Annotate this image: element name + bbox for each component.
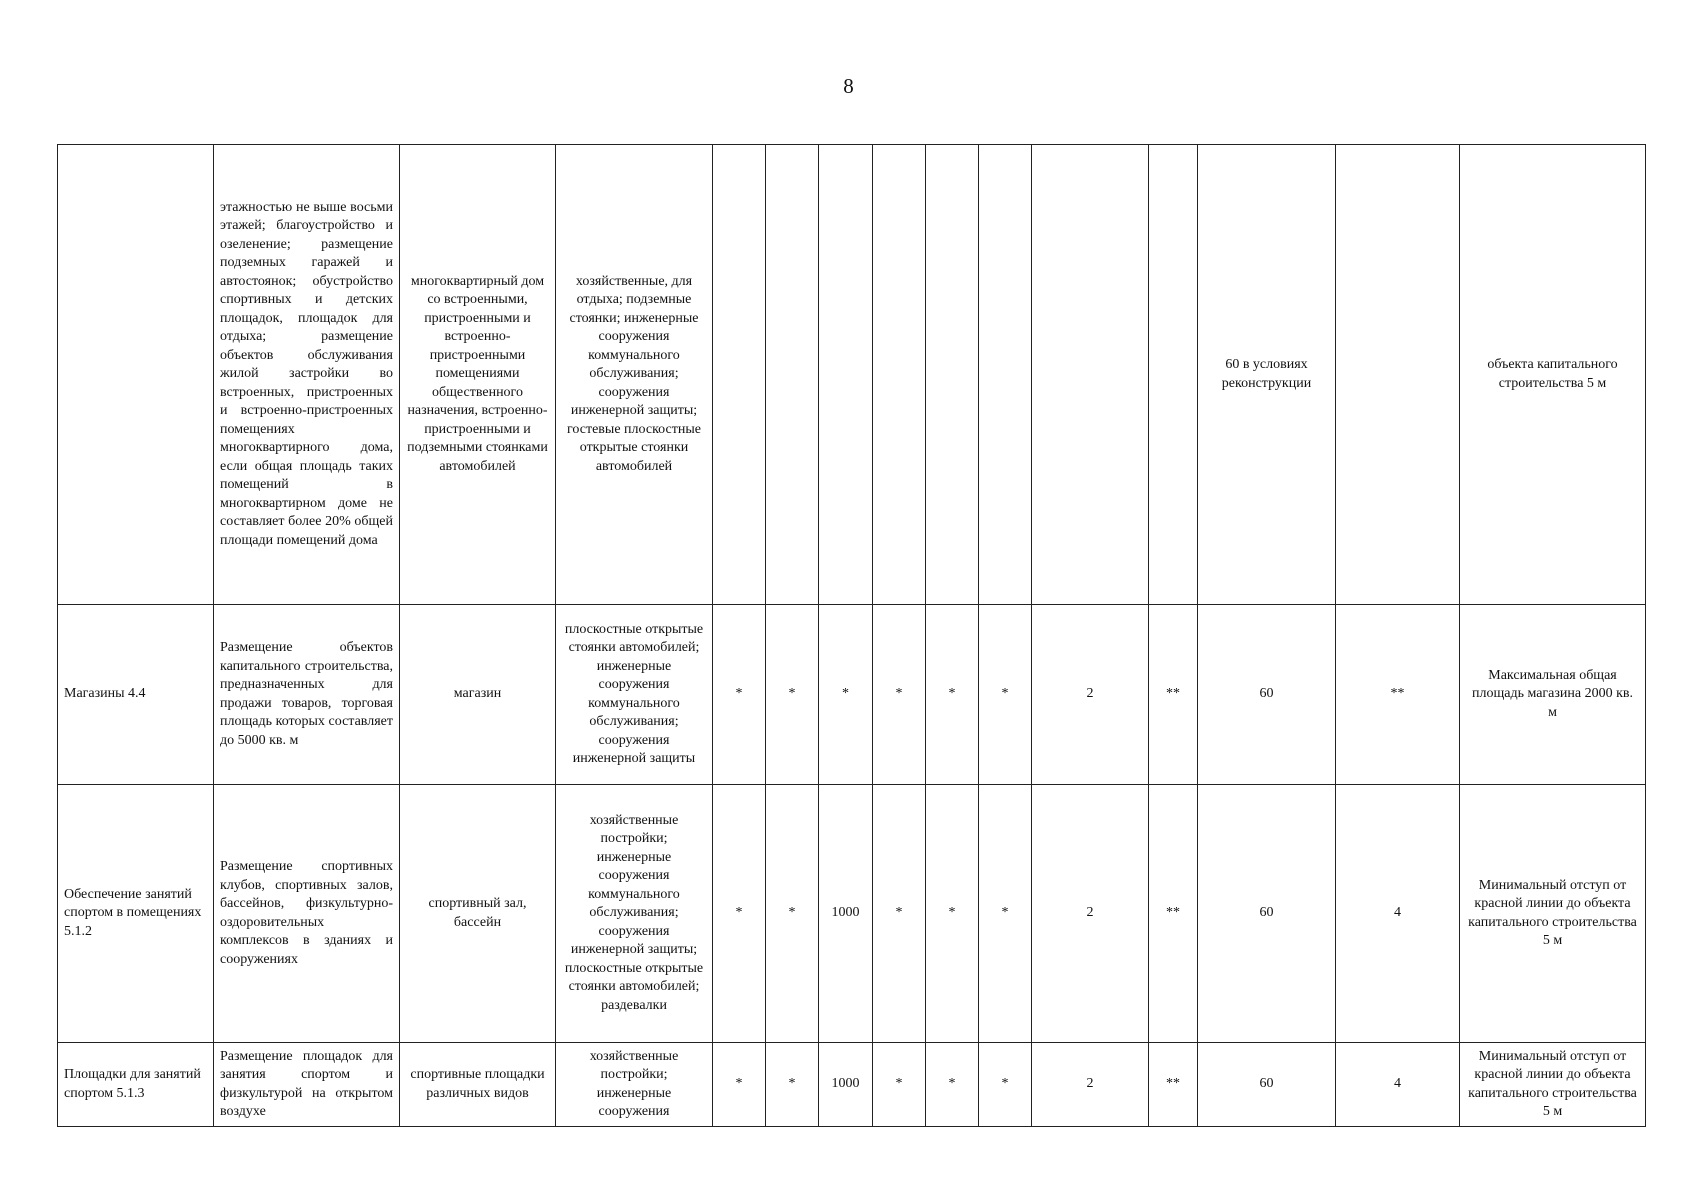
parameter-cell: * [713,785,766,1043]
parameter-cell: * [873,1043,926,1127]
parameter-cell: 1000 [819,785,873,1043]
page-number: 8 [843,74,854,98]
main-object-cell: многоквартирный дом со встроенными, пристроенными и встроенно-пристроенными помещениями общественного назначения, встроенно-пристроенными и подземными стоянками автомобилей [400,145,556,605]
auxiliary-object-cell: хозяйственные, для отдыха; подземные стоянки; инженерные сооружения коммунального обслуживания; сооружения инженерной защиты; гостевые плоскостные открытые стоянки автомобилей [556,145,713,605]
coverage-percent-cell: 60 [1198,785,1336,1043]
parameter-cell [766,145,819,605]
parameter-cell: * [819,605,873,785]
note-cell: Максимальная общая площадь магазина 2000 кв. м [1460,605,1646,785]
parameter-cell [979,145,1032,605]
land-use-description-cell: Размещение площадок для занятия спортом и физкультурой на открытом воздухе [214,1043,400,1127]
parameter-cell [873,145,926,605]
parameter-cell: * [979,1043,1032,1127]
land-use-description-cell: этажностью не выше восьми этажей; благоустройство и озеленение; размещение подземных гаражей и автостоянок; обустройство спортивных и детских площадок, площадок для отдыха; размещение объектов обслуживания жилой застройки во встроенных, пристроенных и встроенно-пристроенных помещениях многоквартирного дома, если общая площадь таких помещений в многоквартирном доме не составляет более 20% общей площади помещений дома [214,145,400,605]
main-object-cell: спортивные площадки различных видов [400,1043,556,1127]
floors-cell [1032,145,1149,605]
floors-cell: 2 [1032,1043,1149,1127]
parameter-cell: * [713,605,766,785]
coverage-percent-cell: 60 в условиях реконструкции [1198,145,1336,605]
table-row [58,785,1646,1043]
auxiliary-object-cell: хозяйственные постройки; инженерные сооружения [556,1043,713,1127]
setback-cell: ** [1336,605,1460,785]
parameter-cell: * [713,1043,766,1127]
parameter-cell: * [979,785,1032,1043]
zoning-regulations-table [57,144,1646,1127]
table-row [58,605,1646,785]
parameter-cell [926,145,979,605]
setback-cell [1336,145,1460,605]
parameter-cell: * [926,785,979,1043]
parameter-cell: * [766,1043,819,1127]
coverage-percent-cell: 60 [1198,605,1336,785]
parameter-cell: * [979,605,1032,785]
land-use-name-cell: Площадки для занятий спортом 5.1.3 [58,1043,214,1127]
land-use-description-cell: Размещение объектов капитального строительства, предназначенных для продажи товаров, торговая площадь которых составляет до 5000 кв. м [214,605,400,785]
parameter-cell: * [873,785,926,1043]
parameter-cell: * [766,785,819,1043]
land-use-name-cell [58,145,214,605]
height-cell: ** [1149,785,1198,1043]
main-object-cell: магазин [400,605,556,785]
parameter-cell: * [926,1043,979,1127]
auxiliary-object-cell: плоскостные открытые стоянки автомобилей; инженерные сооружения коммунального обслуживания; сооружения инженерной защиты [556,605,713,785]
auxiliary-object-cell: хозяйственные постройки; инженерные сооружения коммунального обслуживания; сооружения инженерной защиты; плоскостные открытые стоянки автомобилей; раздевалки [556,785,713,1043]
setback-cell: 4 [1336,1043,1460,1127]
parameter-cell: 1000 [819,1043,873,1127]
parameter-cell: * [926,605,979,785]
height-cell: ** [1149,605,1198,785]
table-row [58,1043,1646,1127]
parameter-cell: * [873,605,926,785]
table-row [58,145,1646,605]
land-use-name-cell: Магазины 4.4 [58,605,214,785]
floors-cell: 2 [1032,785,1149,1043]
land-use-description-cell: Размещение спортивных клубов, спортивных залов, бассейнов, физкультурно-оздоровительных комплексов в зданиях и сооружениях [214,785,400,1043]
height-cell [1149,145,1198,605]
floors-cell: 2 [1032,605,1149,785]
land-use-name-cell: Обеспечение занятий спортом в помещениях 5.1.2 [58,785,214,1043]
parameter-cell [819,145,873,605]
main-object-cell: спортивный зал, бассейн [400,785,556,1043]
parameter-cell [713,145,766,605]
setback-cell: 4 [1336,785,1460,1043]
coverage-percent-cell: 60 [1198,1043,1336,1127]
parameter-cell: * [766,605,819,785]
note-cell: Минимальный отступ от красной линии до объекта капитального строительства 5 м [1460,785,1646,1043]
note-cell: Минимальный отступ от красной линии до объекта капитального строительства 5 м [1460,1043,1646,1127]
note-cell: объекта капитального строительства 5 м [1460,145,1646,605]
height-cell: ** [1149,1043,1198,1127]
